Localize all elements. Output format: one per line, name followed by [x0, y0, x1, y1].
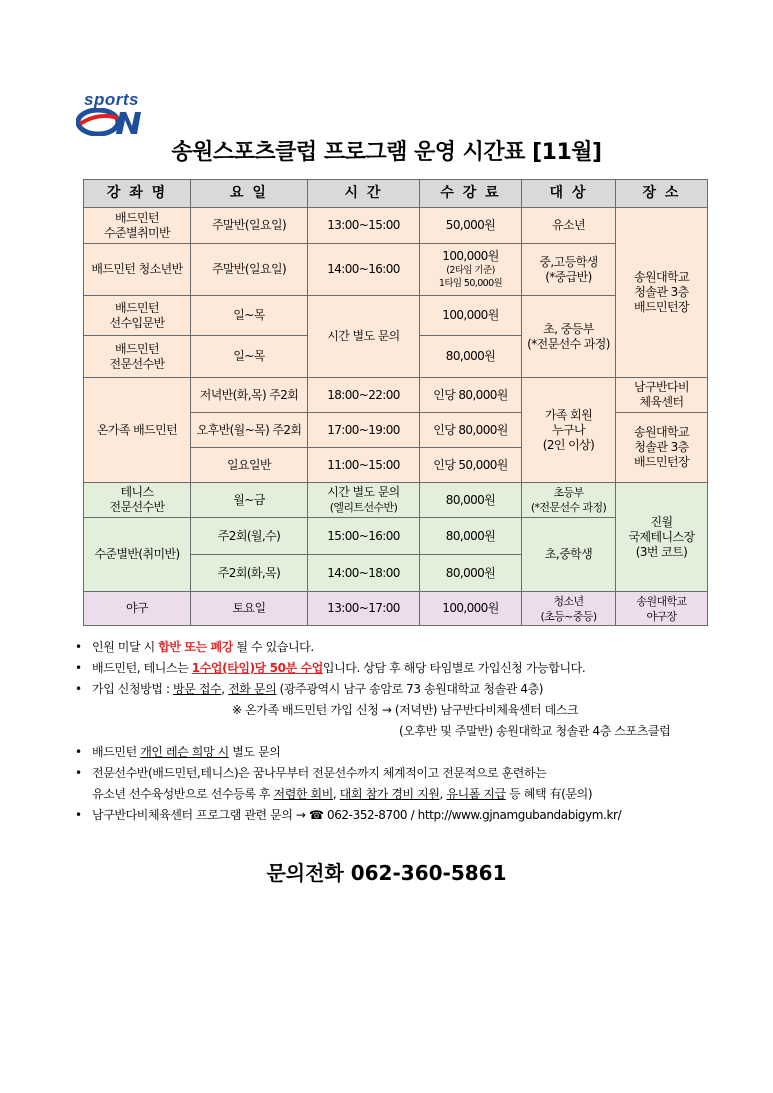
fee-cell: 인당 80,000원	[420, 378, 522, 413]
day-cell: 일요일반	[191, 448, 308, 483]
table-row	[84, 296, 708, 336]
course-name-cell: 야구	[84, 592, 191, 626]
fee-cell: 80,000원	[420, 555, 522, 592]
table-row	[84, 208, 708, 244]
header-target: 대 상	[522, 180, 616, 208]
course-name-cell: 수준별반(취미반)	[84, 518, 191, 592]
time-cell: 14:00~16:00	[308, 244, 420, 296]
place-cell: 송원대학교 청솔관 3층 배드민턴장	[616, 413, 708, 483]
day-cell: 주말반(일요일)	[191, 244, 308, 296]
course-name-cell: 테니스 전문선수반	[84, 483, 191, 518]
sports-on-logo	[76, 90, 146, 138]
fee-sub-single: 1타임 50,000원	[438, 278, 503, 289]
note-item: • 가입 신청방법 : 방문 접수, 전화 문의 (광주광역시 남구 송암로 73 송원대학교 청솔관 4층)	[72, 679, 732, 700]
fee-cell: 100,000원	[420, 296, 522, 336]
table-row	[84, 483, 708, 518]
time-cell: 14:00~18:00	[308, 555, 420, 592]
time-main: 시간 별도 문의	[327, 485, 400, 499]
day-cell: 저녁반(화,목) 주2회	[191, 378, 308, 413]
bullet: •	[75, 745, 82, 759]
time-cell: 13:00~17:00	[308, 592, 420, 626]
table-row	[84, 518, 708, 555]
fee-cell: 80,000원	[420, 483, 522, 518]
note-sub-line: 유소년 선수육성반으로 선수등록 후 저렴한 회비, 대회 참가 경비 지원, 유니폼 지급 등 혜택 有(문의)	[92, 787, 593, 801]
schedule-table	[83, 179, 708, 626]
target-cell: 가족 회원 누구나 (2인 이상)	[522, 378, 616, 483]
table-row	[84, 378, 708, 413]
bullet: •	[75, 766, 82, 780]
time-cell: 13:00~15:00	[308, 208, 420, 244]
fee-cell: 80,000원	[420, 518, 522, 555]
highlight-text: 합반 또는 폐강	[158, 640, 233, 654]
course-name-cell: 온가족 배드민턴	[84, 378, 191, 483]
course-name-cell: 배드민턴 수준별취미반	[84, 208, 191, 244]
highlight-text: 1수업(타임)당 50분 수업	[191, 661, 323, 675]
place-cell: 진월 국제테니스장 (3번 코트)	[616, 483, 708, 592]
table-row	[84, 592, 708, 626]
course-name-cell: 배드민턴 청소년반	[84, 244, 191, 296]
contact-phone: 문의전화 062-360-5861	[266, 861, 507, 885]
header-place: 장 소	[616, 180, 708, 208]
fee-cell: 50,000원	[420, 208, 522, 244]
fee-main: 100,000원	[442, 249, 499, 263]
day-cell: 토요일	[191, 592, 308, 626]
fee-cell: 80,000원	[420, 336, 522, 378]
course-name-cell: 배드민턴 선수입문반	[84, 296, 191, 336]
note-item: • 배드민턴, 테니스는 1수업(타임)당 50분 수업입니다. 상담 후 해당 타임별로 가입신청 가능합니다.	[72, 658, 732, 679]
target-cell: 초,중학생	[522, 518, 616, 592]
target-cell: 초, 중등부 (*전문선수 과정)	[522, 296, 616, 378]
place-cell: 남구반다비 체육센터	[616, 378, 708, 413]
note-item: • 배드민턴 개인 레슨 희망 시 별도 문의	[72, 742, 732, 763]
note-item: • 전문선수반(배드민턴,테니스)은 꿈나무부터 전문선수까지 체계적이고 전문적으로 훈련하는	[72, 763, 732, 784]
logo-sports-text: sports	[84, 90, 139, 109]
note-item: • 남구반다비체육센터 프로그램 관련 문의 → ☎ 062-352-8700 / http://www.gjnamgubandabigym.kr/	[72, 805, 732, 826]
notes-list	[72, 637, 732, 826]
target-cell: 중,고등학생 (*중급반)	[522, 244, 616, 296]
time-cell: 18:00~22:00	[308, 378, 420, 413]
target-cell: 청소년 (초등~중등)	[522, 592, 616, 626]
course-name-cell: 배드민턴 전문선수반	[84, 336, 191, 378]
note-sub-line: ※ 온가족 배드민턴 가입 신청 → (저녁반) 남구반다비체육센터 데스크	[232, 703, 579, 717]
header-day: 요 일	[191, 180, 308, 208]
table-header-row	[84, 180, 708, 208]
note-item: • 인원 미달 시 합반 또는 폐강 될 수 있습니다.	[72, 637, 732, 658]
place-cell: 송원대학교 청솔관 3층 배드민턴장	[616, 208, 708, 378]
fee-cell: 인당 50,000원	[420, 448, 522, 483]
bullet: •	[75, 640, 82, 654]
header-course: 강 좌 명	[84, 180, 191, 208]
time-sub: (엘리트선수반)	[329, 501, 398, 514]
place-cell: 송원대학교 야구장	[616, 592, 708, 626]
day-cell: 일~목	[191, 296, 308, 336]
fee-cell	[420, 244, 522, 296]
bullet: •	[75, 682, 82, 696]
fee-cell: 인당 80,000원	[420, 413, 522, 448]
day-cell: 일~목	[191, 336, 308, 378]
day-cell: 오후반(월~목) 주2회	[191, 413, 308, 448]
note-sub-line: (오후반 및 주말반) 송원대학교 청솔관 4층 스포츠클럽	[399, 724, 671, 738]
day-cell: 주2회(화,목)	[191, 555, 308, 592]
header-fee: 수 강 료	[420, 180, 522, 208]
header-time: 시 간	[308, 180, 420, 208]
time-cell: 시간 별도 문의	[308, 296, 420, 378]
on-logo-mark-icon	[76, 108, 144, 136]
time-cell: 11:00~15:00	[308, 448, 420, 483]
target-cell: 초등부 (*전문선수 과정)	[522, 483, 616, 518]
time-cell: 15:00~16:00	[308, 518, 420, 555]
day-cell: 주말반(일요일)	[191, 208, 308, 244]
table-row	[84, 244, 708, 296]
target-cell: 유소년	[522, 208, 616, 244]
bullet: •	[75, 808, 82, 822]
time-cell: 17:00~19:00	[308, 413, 420, 448]
bullet: •	[75, 661, 82, 675]
fee-sub-basis: (2타임 기준)	[446, 265, 495, 276]
website-link[interactable]: http://www.gjnamgubandabigym.kr/	[417, 808, 622, 822]
page-title: 송원스포츠클럽 프로그램 운영 시간표 [11월]	[171, 140, 602, 165]
day-cell: 주2회(월,수)	[191, 518, 308, 555]
day-cell: 월~금	[191, 483, 308, 518]
fee-cell: 100,000원	[420, 592, 522, 626]
time-cell	[308, 483, 420, 518]
